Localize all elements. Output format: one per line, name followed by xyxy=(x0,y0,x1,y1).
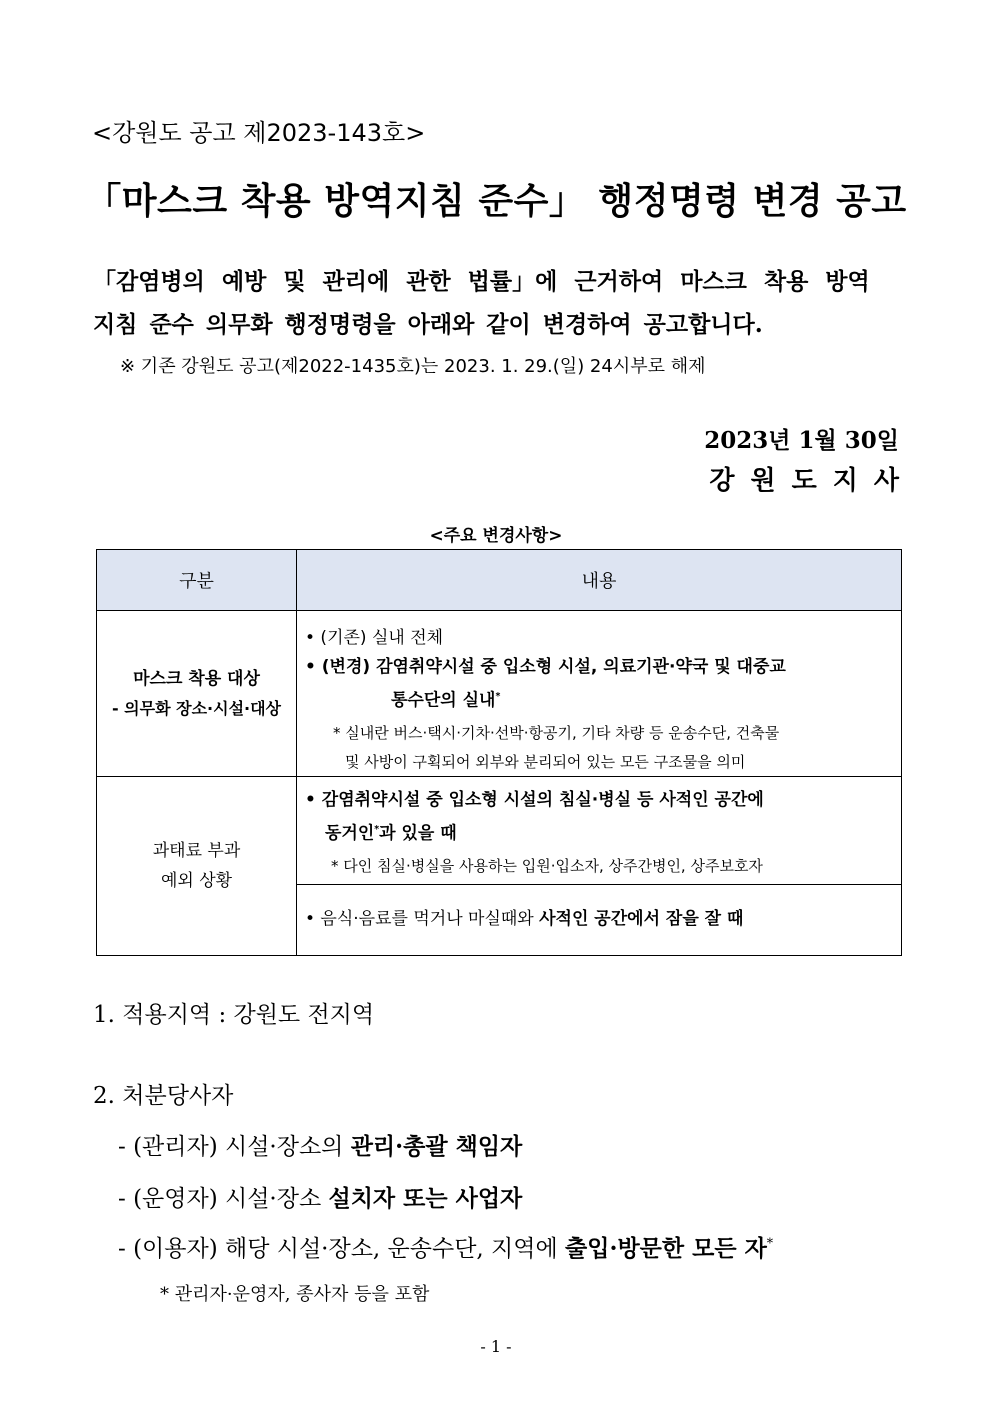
section-1-heading: 1. 적용지역 : 강원도 전지역 xyxy=(93,1002,375,1028)
row1-note-line1: * 실내란 버스·택시·기차·선박·항공기, 기타 차량 등 운송수단, 건축물 xyxy=(333,723,780,742)
party-manager-text: 시설·장소의 xyxy=(225,1134,351,1160)
row2-content-a xyxy=(297,777,902,885)
row1-item2-mark: * xyxy=(495,691,501,702)
table-row xyxy=(97,611,902,777)
party-manager xyxy=(118,1128,522,1161)
party-operator-bold: 설치자 또는 사업자 xyxy=(328,1185,523,1212)
party-operator-text: 시설·장소 xyxy=(225,1186,329,1212)
party-user-mark: * xyxy=(766,1235,774,1251)
row2-item1-line1: • 감염취약시설 중 입소형 시설의 침실·병실 등 사적인 공간에 xyxy=(305,790,764,810)
intro-line-2: 지침 준수 의무화 행정명령을 아래와 같이 변경하여 공고합니다. xyxy=(93,311,763,338)
row2-item2-normal: • 음식·음료를 먹거나 마실때와 xyxy=(305,909,540,929)
row2-item1-mark: * xyxy=(374,824,380,835)
table-row xyxy=(97,777,902,885)
row2-category xyxy=(97,777,297,956)
row2-item1-line2-a: 동거인 xyxy=(325,823,375,844)
party-manager-prefix: - (관리자) xyxy=(118,1134,225,1160)
issuer-signature: 강원도지사 xyxy=(709,466,915,496)
row1-note-line2: 및 사방이 구획되어 외부와 분리되어 있는 모든 구조물을 의미 xyxy=(345,752,746,771)
row2-note: * 다인 침실·병실을 사용하는 입원·입소자, 상주간병인, 상주보호자 xyxy=(331,856,763,875)
row1-content xyxy=(297,611,902,777)
row1-category xyxy=(97,611,297,777)
header-content: 내용 xyxy=(297,550,902,611)
prior-notice-note: ※ 기존 강원도 공고(제2022-1435호)는 2023. 1. 29.(일) 24시부로 해제 xyxy=(120,356,706,377)
intro-line-1: 「감염병의 예방 및 관리에 관한 법률」에 근거하여 마스크 착용 방역 xyxy=(93,268,870,295)
row2-item1-line2-b: 과 있을 때 xyxy=(379,823,457,844)
party-manager-bold: 관리·총괄 책임자 xyxy=(350,1133,523,1160)
issue-date: 2023년 1월 30일 xyxy=(704,427,899,454)
party-user-prefix: - (이용자) xyxy=(118,1236,225,1262)
party-user xyxy=(118,1230,773,1263)
party-operator-prefix: - (운영자) xyxy=(118,1186,225,1212)
row1-category-line2: - 의무화 장소·시설·대상 xyxy=(111,698,282,718)
page-number: - 1 - xyxy=(480,1337,512,1356)
row2-category-line1: 과태료 부과 xyxy=(152,841,241,861)
notice-number: <강원도 공고 제2023-143호> xyxy=(92,119,426,147)
row2-item2-bold: 사적인 공간에서 잠을 잘 때 xyxy=(539,909,744,929)
document-title: 「마스크 착용 방역지침 준수」 행정명령 변경 공고 xyxy=(85,181,907,222)
party-operator xyxy=(118,1180,522,1213)
header-category: 구분 xyxy=(97,550,297,611)
section-2-heading: 2. 처분당사자 xyxy=(93,1083,234,1109)
row2-content-b xyxy=(297,885,902,956)
table-caption: <주요 변경사항> xyxy=(429,526,563,546)
changes-table xyxy=(96,549,902,956)
row1-category-line1: 마스크 착용 대상 xyxy=(133,668,260,689)
table-header-row xyxy=(97,550,902,611)
row1-item2-cont xyxy=(305,682,893,716)
party-user-bold: 출입·방문한 모든 자 xyxy=(565,1235,767,1262)
row2-item1-line2 xyxy=(305,815,893,849)
row2-category-line2: 예외 상황 xyxy=(160,871,233,891)
row1-item1: • (기존) 실내 전체 xyxy=(305,628,444,648)
party-user-text: 해당 시설·장소, 운송수단, 지역에 xyxy=(225,1236,566,1262)
row1-item2-cont-text: 통수단의 실내 xyxy=(391,690,496,711)
row1-item2: • (변경) 감염취약시설 중 입소형 시설, 의료기관·약국 및 대중교 xyxy=(305,657,786,677)
party-note: * 관리자·운영자, 종사자 등을 포함 xyxy=(160,1284,430,1305)
